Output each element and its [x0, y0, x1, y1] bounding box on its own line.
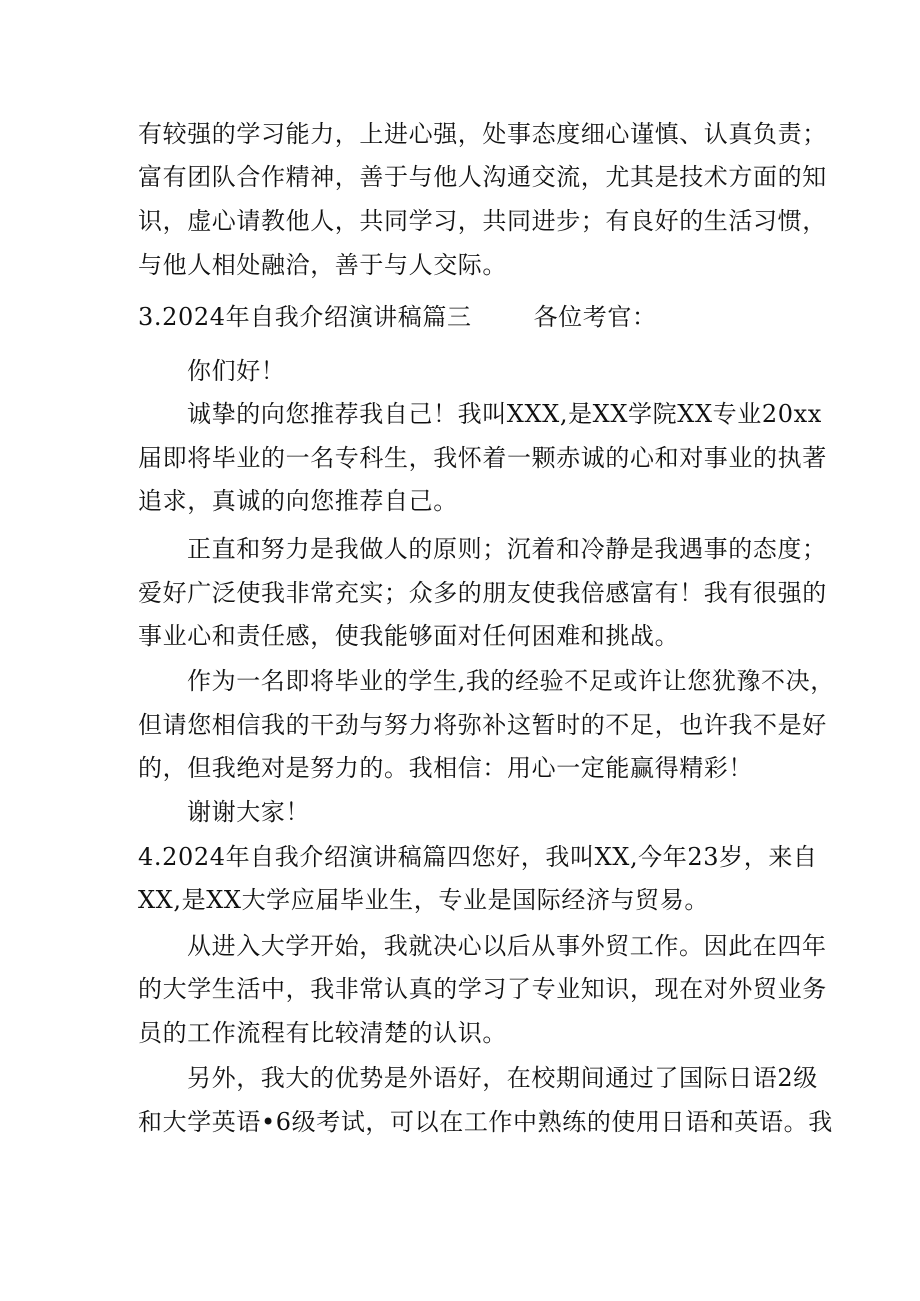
paragraph-line: 从进入大学开始，我就决心以后从事外贸工作。因此在四年 — [187, 932, 827, 960]
paragraph-line: 识，虚心请教他人，共同学习，共同进步；有良好的生活习惯， — [138, 207, 827, 235]
paragraph-line: 与他人相处融洽，善于与人交际。 — [138, 251, 507, 279]
paragraph-line: 作为一名即将毕业的学生,我的经验不足或许让您犹豫不决， — [187, 667, 835, 695]
paragraph-line: 和大学英语•6级考试，可以在工作中熟练的使用日语和英语。我 — [138, 1108, 833, 1136]
section-heading-greeting: 各位考官： — [533, 303, 657, 331]
section-heading-4: 4.2024年自我介绍演讲稿篇四您好，我叫XX,今年23岁，来自 — [138, 843, 818, 871]
paragraph-line: 事业心和责任感，使我能够面对任何困难和挑战。 — [138, 622, 680, 650]
paragraph-line: 届即将毕业的一名专科生，我怀着一颗赤诚的心和对事业的执著 — [138, 444, 827, 472]
paragraph-line: 但请您相信我的干劲与努力将弥补这暂时的不足，也许我不是好 — [138, 711, 827, 739]
paragraph-line: 员的工作流程有比较清楚的认识。 — [138, 1019, 507, 1047]
paragraph-line: 富有团队合作精神，善于与他人沟通交流，尤其是技术方面的知 — [138, 163, 827, 191]
paragraph-line: 的大学生活中，我非常认真的学习了专业知识，现在对外贸业务 — [138, 975, 827, 1003]
paragraph-line: 诚挚的向您推荐我自己！我叫XXX,是XX学院XX专业20xx — [187, 400, 822, 428]
paragraph-line: 爱好广泛使我非常充实；众多的朋友使我倍感富有！我有很强的 — [138, 579, 827, 607]
paragraph-line: 有较强的学习能力，上进心强，处事态度细心谨慎、认真负责； — [138, 120, 827, 148]
paragraph-line: XX,是XX大学应届毕业生，专业是国际经济与贸易。 — [138, 886, 709, 914]
paragraph-line: 谢谢大家！ — [187, 798, 310, 826]
paragraph-line: 追求，真诚的向您推荐自己。 — [138, 487, 458, 515]
paragraph-line: 正直和努力是我做人的原则；沉着和冷静是我遇事的态度； — [187, 535, 827, 563]
paragraph-line: 另外，我大的优势是外语好，在校期间通过了国际日语2级 — [187, 1064, 818, 1092]
section-heading-3 — [138, 302, 657, 332]
section-heading-title: 3.2024年自我介绍演讲稿篇三 — [138, 303, 472, 331]
paragraph-line: 的，但我绝对是努力的。我相信：用心一定能赢得精彩！ — [138, 754, 753, 782]
paragraph-line: 你们好！ — [187, 357, 286, 385]
